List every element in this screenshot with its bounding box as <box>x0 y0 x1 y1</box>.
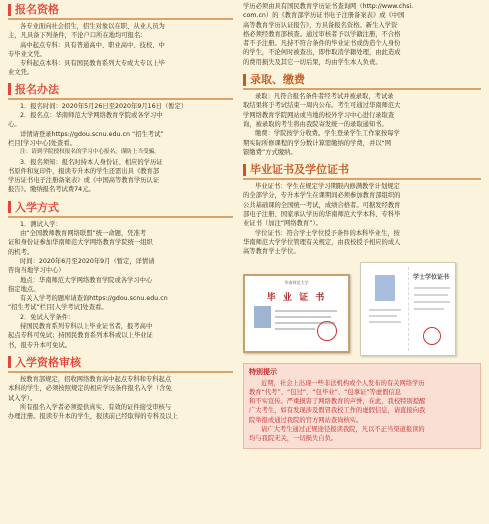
section-heading <box>8 3 233 16</box>
certificate-heading: 华南师范大学 <box>284 279 309 285</box>
qualification-continued <box>243 2 481 67</box>
paragraph: 取结果将于考试结束一周内公布。考生可通过华南师范大 <box>243 102 401 110</box>
section-title: 录取、缴费 <box>250 73 305 87</box>
paragraph: 高等教育学历认证报告》，方具备报名资格。新生入学资 <box>243 21 398 29</box>
paragraph: 按教育部规定，招收网络教育高中起点专科和专科起点 <box>20 375 172 383</box>
student-photo <box>254 306 271 328</box>
paragraph: 高中起点专科：具有普通高中、职业高中、技校、中 <box>20 41 165 49</box>
heading-marker <box>8 4 11 16</box>
paragraph: 部电子注册、国家承认学历的华南师范大学本科、专科毕 <box>243 211 401 219</box>
paragraph: 由“全国教师教育网络联盟”统一命题，凭准考 <box>20 230 147 238</box>
notice-paragraph: 教育“代考”、“包过”、“包毕业”、“包拿证”等虚假信息 <box>249 388 402 396</box>
paragraph: 各专业面向社会招生，招生对象以在职、从业人员为 <box>20 23 165 30</box>
paragraph: 有关入学考的题库请查询https://gdou.scnu.edu.cn <box>20 295 168 303</box>
paragraph: 学历证书电子注册备案表》或《中国高等教育学历认证 <box>8 177 160 185</box>
paragraph: 业证书（加注“网络教育”）。 <box>243 220 322 228</box>
paragraph: 学网络教育学院网站或当地的校外学习中心进行录取查 <box>243 111 395 119</box>
paragraph: 主，凡具备下列条件，不论户口所在地均可报名： <box>8 32 147 40</box>
notice-title: 特别提示 <box>249 367 277 376</box>
section-title: 入学方式 <box>15 200 59 214</box>
paragraph: 所有报名入学者必须提供真实、有效的证件接受审核与 <box>20 403 172 411</box>
text-line <box>414 287 450 289</box>
section-admission-method <box>8 201 233 350</box>
text-line <box>275 310 337 312</box>
section-heading <box>8 83 233 96</box>
text-line <box>369 315 397 317</box>
text-line <box>414 301 450 303</box>
paragraph: 详情请登录https://gdou.scnu.edu.cn “招生考试” <box>20 130 164 138</box>
paragraph: 期实际所修课程的学分数计算需缴纳的学费，并以“网 <box>243 139 392 147</box>
certificate-images <box>243 262 481 358</box>
paragraph: 1．测试入学： <box>20 220 62 228</box>
paragraph: 时间：2020年6月至2020年9月（暂定，详情请 <box>20 257 155 265</box>
paragraph: 毕业证书：学生在规定学习期限内修满教学计划规定 <box>255 183 400 191</box>
section-title: 报名办法 <box>15 82 59 96</box>
section-divider <box>8 98 233 100</box>
section-title: 毕业证书及学位证书 <box>250 163 349 177</box>
heading-marker <box>243 74 246 86</box>
paragraph: 书，报专升本可免试。 <box>8 341 71 349</box>
section-heading <box>8 201 233 214</box>
paragraph: 银缴费”方式缴纳。 <box>243 148 297 156</box>
paragraph: 高等教育学士学位。 <box>243 248 300 256</box>
paragraph: 华南师范大学学位管理有关规定，由我校授予相应的成人 <box>243 238 401 246</box>
section-admission-fees <box>243 73 481 157</box>
paragraph: “招生考试”栏目[入学考试]处查看。 <box>8 304 108 312</box>
paragraph: 的费用损失及其它一切后果，均由学生本人负责。 <box>243 58 382 66</box>
notice-paragraph: 均与我院无关，一切损失自负。 <box>249 435 338 443</box>
paragraph: 的学生，不论何时被查出，即作取消学籍处理，由此造成 <box>243 49 401 57</box>
paragraph: 办理注册。报读专升本的学生，报读前已经取得的专科及以上 <box>8 413 179 421</box>
paragraph: 业文凭。 <box>8 69 34 77</box>
paragraph: 咨询当地学习中心） <box>8 267 65 275</box>
paragraph: com.cn）的《教育部学历证书电子注册备案表》或《中国 <box>243 12 405 20</box>
paragraph: 格必须经教育部核查。通过审核者予以学籍注册，不合格 <box>243 30 401 38</box>
paragraph: 心。 <box>8 121 21 129</box>
certificate-title: 毕 业 证 书 <box>266 292 327 303</box>
paragraph: 1．报名时间：2020年5月26日至2020年9月16日（暂定） <box>20 102 188 110</box>
notice-paragraph: 近期，社会上出现一些非法机构或个人发布的有关网络学历 <box>261 379 425 387</box>
degree-certificate-title: 学士学位证书 <box>413 273 450 281</box>
paragraph: 栏目[学习中心]处查看。 <box>8 139 76 147</box>
section-divider <box>8 371 233 373</box>
section-divider <box>8 18 233 20</box>
paragraph: 书原件和复印件，报读专升本的学生还需出具《教育部 <box>8 167 160 175</box>
paragraph: 3．报名须知：报名时持本人身份证、相应的学历证 <box>20 158 163 166</box>
section-heading <box>243 73 481 86</box>
paragraph: 指定地点。 <box>8 285 40 293</box>
paragraph: 学历必须由具有国民教育学历证书查询网（http://www.chsi. <box>243 3 414 10</box>
paragraph: 2．免试入学条件： <box>20 313 75 321</box>
degree-certificate-image <box>360 262 456 356</box>
section-divider <box>243 178 481 180</box>
text-line <box>369 309 401 311</box>
official-seal <box>317 321 337 341</box>
section-heading <box>8 356 233 369</box>
paragraph: 证和身份证参加华南师范大学网络教育学院统一组织 <box>8 239 153 247</box>
heading-marker <box>8 83 11 95</box>
heading-marker <box>243 164 246 176</box>
paragraph: 起点专科可免试；持国民教育系列本科或以上毕业证 <box>8 332 153 340</box>
left-column <box>8 0 233 421</box>
text-line <box>275 316 331 318</box>
section-qualification-review <box>8 356 233 421</box>
paragraph: 学位证书：符合学士学位授予条件的本科毕业生，按 <box>255 229 400 237</box>
section-certificates <box>243 163 481 256</box>
paragraph: 注：请到学院授权报名的学习中心报名，谨防上当受骗。 <box>20 149 160 156</box>
section-heading <box>243 163 481 176</box>
paragraph: 缴费：学院按学分收费。学生登录学生工作家按每学 <box>255 130 400 138</box>
paragraph: 试入学）。 <box>8 394 37 402</box>
official-seal <box>423 327 441 345</box>
section-title: 入学资格审核 <box>15 355 81 369</box>
heading-marker <box>8 201 11 213</box>
paragraph: 2．报名点：华南师范大学网络教育学院或各学习中 <box>20 112 163 120</box>
paragraph: 公共基础课的全国统一考试，成绩合格者。可据发经教育 <box>243 201 401 209</box>
paragraph: 专科起点本科：具有国民教育系列大专或大专以上毕 <box>20 60 165 68</box>
paragraph: 专毕业文凭。 <box>8 50 46 58</box>
notice-paragraph: 院举报或通过我院的官方网站查询核实。 <box>249 416 363 424</box>
paragraph: 持国民教育系列专科以上毕业证书者，报考高中 <box>20 323 153 331</box>
student-photo <box>375 275 395 301</box>
paragraph: 报告》。缴纳报名考试费74元。 <box>8 186 95 194</box>
notice-paragraph: 和不实宣传。严重损害了网络教育的声誉，在此，我校特别提醒 <box>249 398 426 406</box>
section-divider <box>243 88 481 90</box>
paragraph: 地点：华南师范大学网络教育学院或各学习中心 <box>20 276 153 284</box>
paragraph: 的全部学分，专升本学生在课期间必须参加教育部组织的 <box>243 192 401 200</box>
text-line <box>414 308 444 310</box>
notice-paragraph: 请广大考生通过正规途径报读我院，凡以不正当渠道报读的 <box>261 426 425 434</box>
paragraph: 本科的学生，必须按照规定的相应学历条件报名入学（含免 <box>8 385 172 393</box>
graduation-certificate-image <box>243 274 350 353</box>
section-title: 报名资格 <box>15 3 59 16</box>
text-line <box>414 294 448 296</box>
paragraph: 的机考。 <box>8 248 34 256</box>
section-eligibility <box>8 3 233 78</box>
paragraph: 询，被录取的考生将由我院寄发统一的录取通知书。 <box>243 120 388 128</box>
text-line <box>275 328 315 330</box>
paragraph: 录取：凡符合报名条件者经考试并被录取，考试录 <box>255 93 394 101</box>
right-column <box>243 0 481 449</box>
special-notice-box <box>243 363 481 449</box>
text-line <box>369 321 401 323</box>
fold-line <box>408 267 409 351</box>
section-registration <box>8 83 233 195</box>
notice-paragraph: 广大考生，如有发现涉及假冒我校工作的虚假信息，请直接向我 <box>249 407 426 415</box>
heading-marker <box>8 356 11 368</box>
section-divider <box>8 216 233 218</box>
paragraph: 者不予注册。凡持不符合条件的毕业证书或伪造个人身份 <box>243 40 401 48</box>
